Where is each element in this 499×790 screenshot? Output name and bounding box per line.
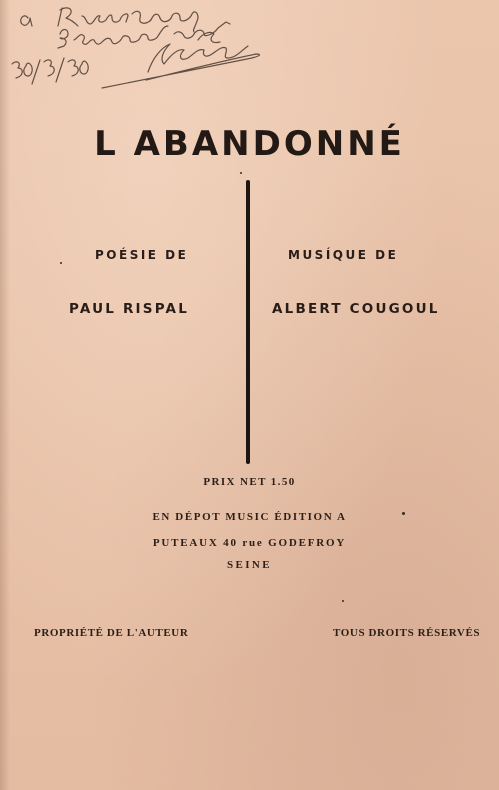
publisher-line-1: EN DÉPOT MUSIC ÉDITION A — [152, 511, 347, 523]
song-title: L ABANDONNÉ — [94, 124, 405, 164]
footer-property-notice: PROPRIÉTÉ DE L'AUTEUR — [34, 627, 189, 639]
ink-speck — [402, 512, 405, 515]
paper-edge-shadow — [0, 0, 10, 790]
composer-label: MUSÍQUE DE — [288, 248, 399, 262]
ink-speck — [240, 172, 242, 174]
lyricist-name: PAUL RISPAL — [69, 301, 189, 317]
ink-speck — [60, 262, 62, 264]
composer-name: ALBERT COUGOUL — [272, 301, 440, 317]
footer-rights-notice: TOUS DROITS RÉSERVÉS — [333, 627, 481, 639]
lyricist-label: POÉSIE DE — [95, 248, 189, 262]
publisher-line-3: SEINE — [226, 559, 273, 571]
ink-speck — [342, 600, 344, 602]
publisher-line-2: PUTEAUX 40 rue GODEFROY — [152, 537, 347, 549]
center-divider-rule — [246, 180, 250, 464]
price-line: PRIX NET 1.50 — [203, 476, 296, 488]
handwritten-dedication-signature — [0, 0, 499, 100]
